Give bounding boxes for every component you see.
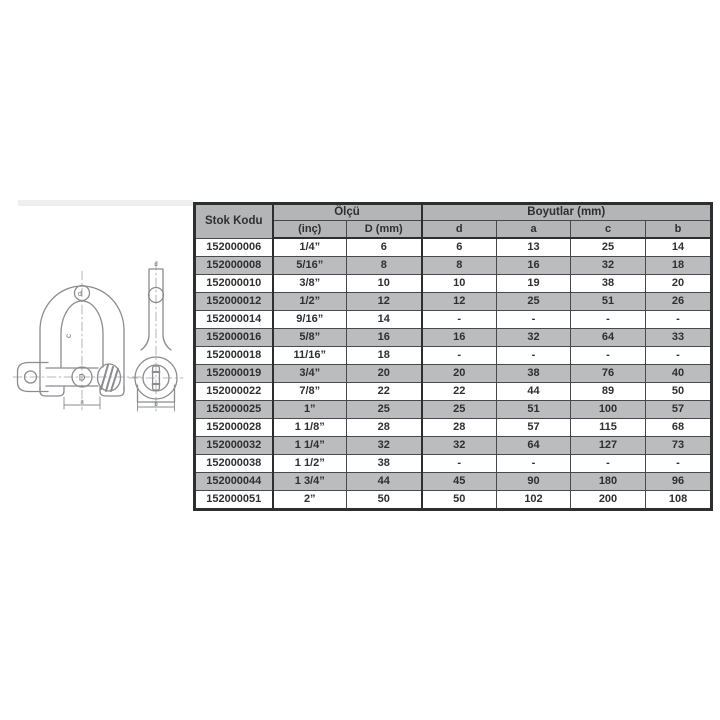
stock-code-cell: 152000051 [195, 491, 273, 510]
dim-b-cell: 20 [646, 275, 712, 293]
label-d-bow: d [78, 291, 82, 298]
dim-c-cell: 100 [571, 401, 646, 419]
dim-b-cell: 33 [646, 329, 712, 347]
dim-a-cell: 57 [497, 419, 571, 437]
dim-d-cell: - [422, 311, 497, 329]
col-header-dim-d: d [422, 221, 497, 239]
inch-size-cell: 1 1/2” [273, 455, 347, 473]
col-header-dim-c: c [571, 221, 646, 239]
d-mm-cell: 6 [347, 238, 422, 257]
d-mm-cell: 20 [347, 365, 422, 383]
dim-d-cell: - [422, 455, 497, 473]
inch-size-cell: 1/4” [273, 238, 347, 257]
dim-a-cell: 16 [497, 257, 571, 275]
dim-b-cell: 96 [646, 473, 712, 491]
d-mm-cell: 16 [347, 329, 422, 347]
dim-d-cell: 50 [422, 491, 497, 510]
dim-b-cell: 108 [646, 491, 712, 510]
shackle-front-view [13, 271, 141, 410]
table-row [195, 401, 712, 419]
dim-b-cell: - [646, 311, 712, 329]
dim-a-cell: - [497, 311, 571, 329]
stock-code-cell: 152000006 [195, 238, 273, 257]
dim-d-cell: 25 [422, 401, 497, 419]
dim-c-cell: 76 [571, 365, 646, 383]
stock-code-cell: 152000014 [195, 311, 273, 329]
col-header-dim-b: b [646, 221, 712, 239]
d-mm-cell: 10 [347, 275, 422, 293]
dim-d-cell: 16 [422, 329, 497, 347]
dim-a-cell: 38 [497, 365, 571, 383]
inch-size-cell: 9/16” [273, 311, 347, 329]
d-mm-cell: 32 [347, 437, 422, 455]
stock-code-cell: 152000012 [195, 293, 273, 311]
table-row [195, 473, 712, 491]
inch-size-cell: 1 3/4” [273, 473, 347, 491]
col-header-dim-a: a [497, 221, 571, 239]
table-row [195, 238, 712, 257]
stock-code-cell: 152000044 [195, 473, 273, 491]
group-header-row [195, 204, 712, 221]
dim-a-cell: 13 [497, 238, 571, 257]
dim-c-cell: 64 [571, 329, 646, 347]
label-d-side-top: d [154, 262, 158, 268]
inch-size-cell: 5/8” [273, 329, 347, 347]
dim-c-cell: 25 [571, 238, 646, 257]
dim-c-cell: 38 [571, 275, 646, 293]
shackle-side-view [129, 261, 183, 412]
table-row [195, 455, 712, 473]
dim-b-cell: 50 [646, 383, 712, 401]
dim-d-cell: 32 [422, 437, 497, 455]
label-a-width: a [80, 399, 84, 406]
sub-header-row [195, 221, 712, 239]
dim-d-cell: 28 [422, 419, 497, 437]
dim-b-cell: - [646, 455, 712, 473]
table-body [195, 238, 712, 510]
dim-a-cell: 44 [497, 383, 571, 401]
inch-size-cell: 2” [273, 491, 347, 510]
dim-a-cell: 32 [497, 329, 571, 347]
d-mm-cell: 14 [347, 311, 422, 329]
dim-c-cell: 51 [571, 293, 646, 311]
dim-d-cell: 8 [422, 257, 497, 275]
inch-size-cell: 1 1/8” [273, 419, 347, 437]
label-c-length: c [64, 334, 73, 338]
inch-size-cell: 1 1/4” [273, 437, 347, 455]
table-row [195, 329, 712, 347]
inch-size-cell: 7/8” [273, 383, 347, 401]
dim-a-cell: 19 [497, 275, 571, 293]
dim-b-cell: 14 [646, 238, 712, 257]
table-row [195, 311, 712, 329]
dim-a-cell: 102 [497, 491, 571, 510]
thread-hatch-lines [101, 365, 118, 391]
table-row [195, 347, 712, 365]
stock-code-cell: 152000028 [195, 419, 273, 437]
d-mm-cell: 50 [347, 491, 422, 510]
stock-code-cell: 152000022 [195, 383, 273, 401]
dim-b-cell: 57 [646, 401, 712, 419]
table-row [195, 437, 712, 455]
stock-code-cell: 152000018 [195, 347, 273, 365]
dim-a-cell: 51 [497, 401, 571, 419]
dim-d-cell: - [422, 347, 497, 365]
label-b-width: b [154, 402, 158, 408]
dim-a-cell: - [497, 455, 571, 473]
dim-b-cell: 26 [646, 293, 712, 311]
stock-code-cell: 152000016 [195, 329, 273, 347]
col-header-stok-kodu: Stok Kodu [195, 204, 273, 239]
dim-b-cell: 40 [646, 365, 712, 383]
d-mm-cell: 28 [347, 419, 422, 437]
inch-size-cell: 1/2” [273, 293, 347, 311]
d-mm-cell: 8 [347, 257, 422, 275]
d-mm-cell: 25 [347, 401, 422, 419]
col-header-d-mm: D (mm) [347, 221, 422, 239]
col-header-inch: (inç) [273, 221, 347, 239]
dim-c-cell: 200 [571, 491, 646, 510]
table-row [195, 257, 712, 275]
d-mm-cell: 18 [347, 347, 422, 365]
col-group-olcu: Ölçü [273, 204, 422, 221]
dim-a-cell: 25 [497, 293, 571, 311]
inch-size-cell: 1” [273, 401, 347, 419]
dim-c-cell: 32 [571, 257, 646, 275]
dim-c-cell: 127 [571, 437, 646, 455]
dim-d-cell: 45 [422, 473, 497, 491]
table-row [195, 275, 712, 293]
stock-code-cell: 152000008 [195, 257, 273, 275]
inch-size-cell: 3/4” [273, 365, 347, 383]
inch-size-cell: 5/16” [273, 257, 347, 275]
d-mm-cell: 22 [347, 383, 422, 401]
stock-code-cell: 152000038 [195, 455, 273, 473]
d-mm-cell: 38 [347, 455, 422, 473]
dim-c-cell: 89 [571, 383, 646, 401]
table-row [195, 383, 712, 401]
table-row [195, 419, 712, 437]
dim-b-cell: 18 [646, 257, 712, 275]
dim-c-cell: - [571, 347, 646, 365]
dim-a-cell: - [497, 347, 571, 365]
dim-d-cell: 6 [422, 238, 497, 257]
table-row [195, 365, 712, 383]
dim-b-cell: 73 [646, 437, 712, 455]
dim-c-cell: - [571, 455, 646, 473]
stock-code-cell: 152000010 [195, 275, 273, 293]
inch-size-cell: 11/16” [273, 347, 347, 365]
dim-d-cell: 12 [422, 293, 497, 311]
shackle-size-table [193, 202, 713, 511]
inch-size-cell: 3/8” [273, 275, 347, 293]
dim-c-cell: 115 [571, 419, 646, 437]
stock-code-cell: 152000025 [195, 401, 273, 419]
stock-code-cell: 152000032 [195, 437, 273, 455]
dim-d-cell: 10 [422, 275, 497, 293]
table-row [195, 293, 712, 311]
dim-c-cell: 180 [571, 473, 646, 491]
dim-a-cell: 64 [497, 437, 571, 455]
dim-d-cell: 20 [422, 365, 497, 383]
dim-b-cell: 68 [646, 419, 712, 437]
label-D-pin: D [78, 372, 86, 383]
dim-d-cell: 22 [422, 383, 497, 401]
dim-b-cell: - [646, 347, 712, 365]
dim-c-cell: - [571, 311, 646, 329]
col-group-boyutlar: Boyutlar (mm) [422, 204, 712, 221]
stock-code-cell: 152000019 [195, 365, 273, 383]
d-mm-cell: 12 [347, 293, 422, 311]
dim-a-cell: 90 [497, 473, 571, 491]
d-mm-cell: 44 [347, 473, 422, 491]
table-row [195, 491, 712, 510]
